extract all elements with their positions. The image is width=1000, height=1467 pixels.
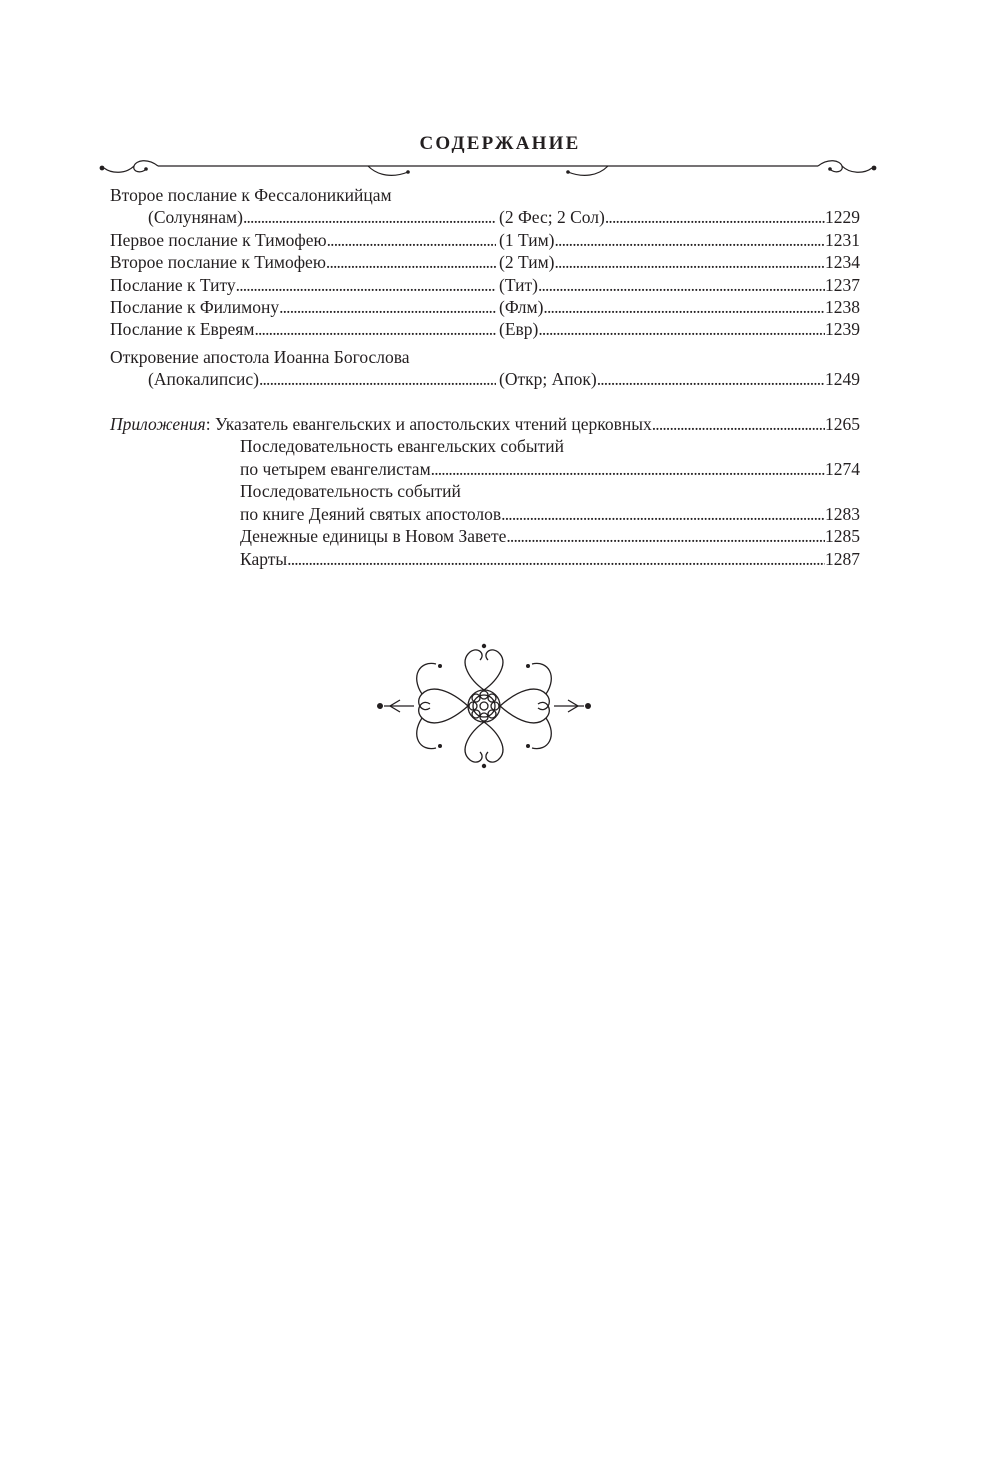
entry-title: по четырем евангелистам bbox=[240, 459, 431, 479]
entry-title: (Солунянам) bbox=[148, 207, 243, 227]
leader-dots bbox=[543, 296, 825, 318]
leader-dots bbox=[501, 503, 825, 525]
entry-page-number: 1234 bbox=[825, 252, 860, 272]
entry-title: Последовательность событий bbox=[240, 481, 461, 501]
leader-dots bbox=[538, 274, 825, 296]
toc-entry-titus[interactable] bbox=[110, 274, 860, 296]
leader-dots bbox=[538, 318, 825, 340]
toc-appendix-acts-events[interactable] bbox=[240, 503, 860, 525]
entry-title: Второе послание к Тимофею bbox=[110, 252, 326, 272]
entry-page-number: 1265 bbox=[825, 414, 860, 434]
toc-entry-revelation-line1 bbox=[110, 346, 860, 368]
entry-page-number: 1249 bbox=[825, 369, 860, 389]
entry-title: по книге Деяний святых апостолов bbox=[240, 504, 502, 524]
leader-dots bbox=[279, 296, 496, 318]
entry-title: Откровение апостола Иоанна Богослова bbox=[110, 347, 410, 367]
entry-abbreviation: (2 Фес; 2 Сол) bbox=[499, 207, 605, 227]
entry-title: Второе послание к Фессалоникийцам bbox=[110, 185, 392, 205]
ornamental-vignette-icon bbox=[370, 640, 598, 772]
entry-abbreviation: (Флм) bbox=[499, 297, 544, 317]
entry-abbreviation: (Откр; Апок) bbox=[499, 369, 597, 389]
entry-title: (Апокалипсис) bbox=[148, 369, 259, 389]
ornament-rule-icon bbox=[98, 156, 878, 184]
leader-dots bbox=[326, 251, 496, 273]
entry-abbreviation: (Тит) bbox=[499, 275, 538, 295]
entry-title: Послание к Евреям bbox=[110, 319, 255, 339]
toc-entry-philemon[interactable] bbox=[110, 296, 860, 318]
toc-appendix-maps[interactable] bbox=[240, 548, 860, 570]
toc-appendix-currency[interactable] bbox=[240, 525, 860, 547]
entry-page-number: 1231 bbox=[825, 230, 860, 250]
leader-dots bbox=[597, 368, 825, 390]
leader-dots bbox=[506, 525, 825, 547]
entry-title: Указатель евангельских и апостольских чтений церковных bbox=[214, 414, 652, 434]
entry-page-number: 1287 bbox=[825, 549, 860, 569]
appendix-label: Приложения bbox=[110, 414, 206, 434]
toc-entry-2-thessalonians-line1 bbox=[110, 184, 860, 206]
entry-title: Послание к Филимону bbox=[110, 297, 280, 317]
toc-entry-1-timothy[interactable] bbox=[110, 229, 860, 251]
entry-page-number: 1229 bbox=[825, 207, 860, 227]
leader-dots bbox=[236, 274, 496, 296]
appendix-label-colon: : bbox=[205, 414, 215, 434]
page-title: СОДЕРЖАНИЕ bbox=[419, 133, 581, 154]
leader-dots bbox=[259, 368, 496, 390]
leader-dots bbox=[431, 458, 825, 480]
entry-title: Послание к Титу bbox=[110, 275, 236, 295]
toc-entry-hebrews[interactable] bbox=[110, 318, 860, 340]
leader-dots bbox=[554, 251, 825, 273]
entry-page-number: 1285 bbox=[825, 526, 860, 546]
leader-dots bbox=[243, 206, 496, 228]
entry-page-number: 1238 bbox=[825, 297, 860, 317]
entry-page-number: 1237 bbox=[825, 275, 860, 295]
leader-dots bbox=[254, 318, 496, 340]
entry-title: Карты bbox=[240, 549, 288, 569]
entry-page-number: 1283 bbox=[825, 504, 860, 524]
entry-page-number: 1274 bbox=[825, 459, 860, 479]
leader-dots bbox=[327, 229, 496, 251]
toc-entry-2-thessalonians[interactable] bbox=[110, 206, 860, 228]
toc-entry-2-timothy[interactable] bbox=[110, 251, 860, 273]
toc-appendix-readings[interactable] bbox=[110, 413, 860, 435]
leader-dots bbox=[605, 206, 825, 228]
leader-dots bbox=[554, 229, 825, 251]
entry-abbreviation: (Евр) bbox=[499, 319, 539, 339]
entry-abbreviation: (1 Тим) bbox=[499, 230, 555, 250]
leader-dots bbox=[287, 548, 825, 570]
toc-appendix-acts-events-line1 bbox=[240, 480, 860, 502]
toc-appendix-gospel-events[interactable] bbox=[240, 458, 860, 480]
entry-page-number: 1239 bbox=[825, 319, 860, 339]
entry-title: Последовательность евангельских событий bbox=[240, 436, 564, 456]
toc-entry-revelation[interactable] bbox=[110, 368, 860, 390]
entry-title: Денежные единицы в Новом Завете bbox=[240, 526, 507, 546]
entry-abbreviation: (2 Тим) bbox=[499, 252, 555, 272]
toc-appendix-gospel-events-line1 bbox=[240, 435, 860, 457]
leader-dots bbox=[652, 413, 825, 435]
entry-title: Первое послание к Тимофею bbox=[110, 230, 327, 250]
